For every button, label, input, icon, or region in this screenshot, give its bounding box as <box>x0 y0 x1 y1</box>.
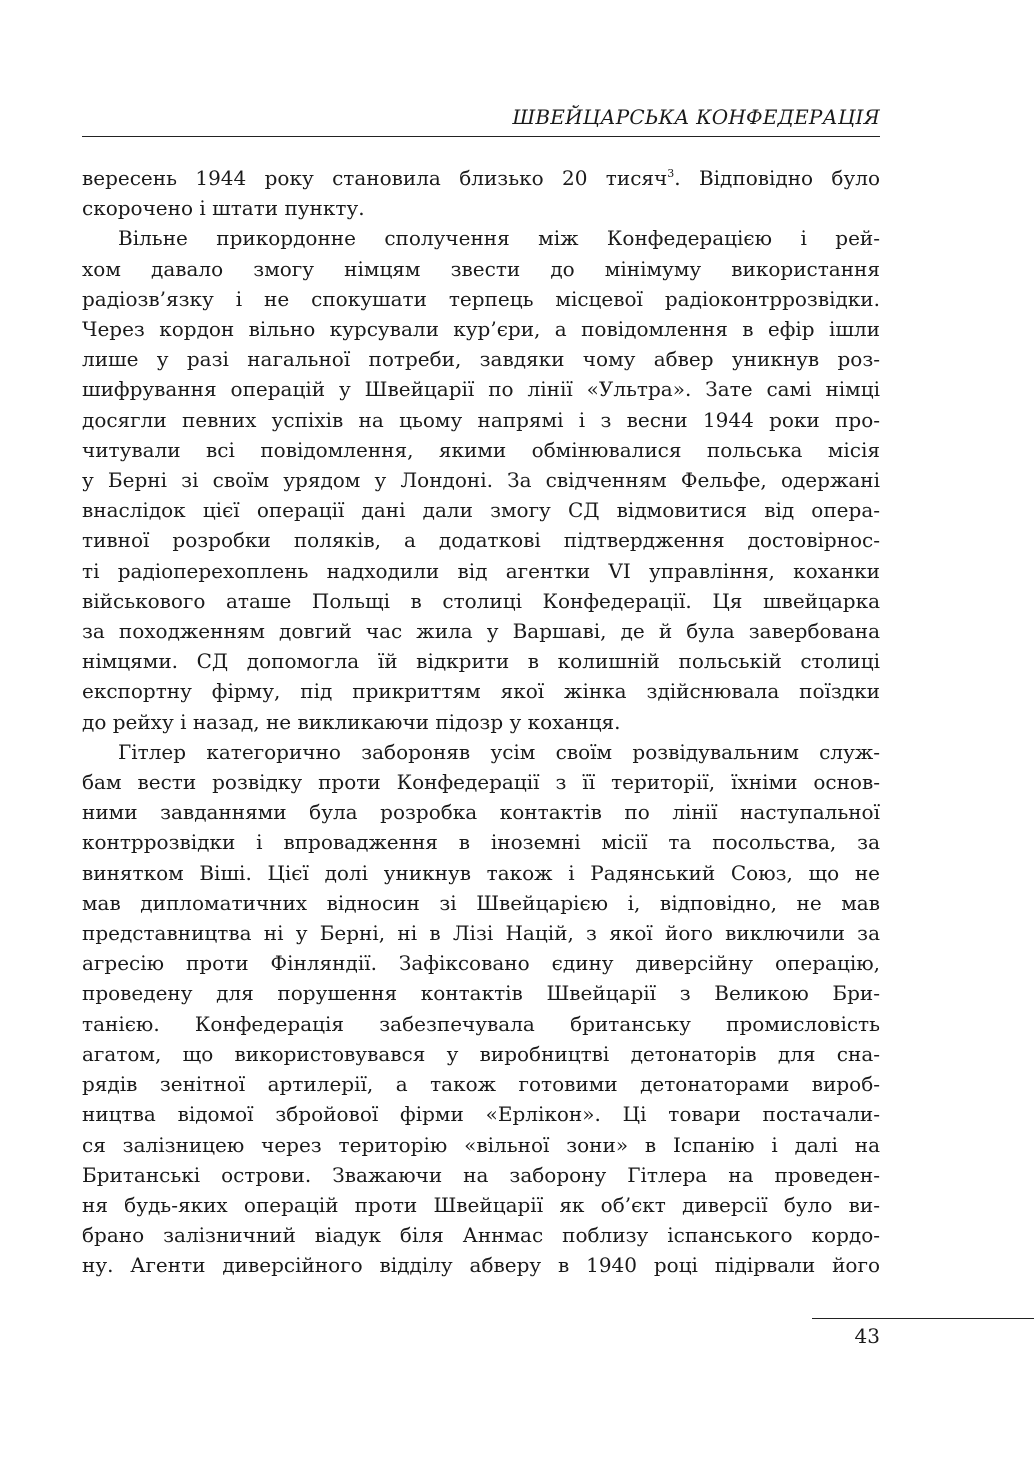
paragraph-3-line-6: мав дипломатичних відносин зі Швейцарією і, відповідно, не мав <box>82 890 880 915</box>
paragraph-3-line-7: представництва ні у Берні, ні в Лізі Націй, з якої його виключили за <box>82 921 880 946</box>
paragraph-1 <box>82 163 880 223</box>
paragraph-3-line-2: бам вести розвідку проти Конфедерації з її території, їхніми основ- <box>82 770 880 795</box>
body-text <box>82 163 880 1281</box>
paragraph-2-line-8: читували всі повідомлення, якими обмінювалися польська місія <box>82 437 880 462</box>
header-divider <box>82 136 880 137</box>
paragraph-3-line-4: контррозвідки і впровадження в іноземні місії та посольства, за <box>82 830 880 855</box>
paragraph-3 <box>82 737 880 1281</box>
paragraph-2-line-14: за походженням довгий час жила у Варшаві, де й була завербована <box>82 619 880 644</box>
running-header-title: ШВЕЙЦАРСЬКА КОНФЕДЕРАЦІЯ <box>512 105 880 129</box>
paragraph-1-line-2: скорочено і штати пункту. <box>82 196 365 221</box>
paragraph-3-line-15: Британські острови. Зважаючи на заборону Гітлера на проведен- <box>82 1162 880 1187</box>
paragraph-3-line-12: рядів зенітної артилерії, а також готовими детонаторами вироб- <box>82 1072 880 1097</box>
paragraph-3-line-14: ся залізницею через територію «вільної зони» в Іспанію і далі на <box>82 1132 880 1157</box>
paragraph-1-text: вересень 1944 року становила близько 20 тисяч <box>82 166 668 190</box>
paragraph-3-line-18: ну. Агенти диверсійного відділу абверу в 1940 році підірвали його <box>82 1253 880 1278</box>
paragraph-1-line-1 <box>82 163 880 193</box>
page-number: 43 <box>854 1324 880 1348</box>
paragraph-3-line-8: агресію проти Фінляндії. Зафіксовано єдину диверсійну операцію, <box>82 951 880 976</box>
paragraph-3-line-13: ництва відомої збройової фірми «Ерлікон». Ці товари постачали- <box>82 1102 880 1127</box>
paragraph-1-text-continued: . Відповідно було <box>674 166 880 190</box>
paragraph-2-line-12: ті радіоперехоплень надходили від агентки VI управління, коханки <box>82 558 880 583</box>
paragraph-3-line-1: Гітлер категорично забороняв усім своїм розвідувальним служ- <box>118 739 880 764</box>
paragraph-3-line-3: ними завданнями була розробка контактів по лінії наступальної <box>82 800 880 825</box>
paragraph-2-line-16: експортну фірму, під прикриттям якої жінка здійснювала поїздки <box>82 679 880 704</box>
paragraph-2-line-13: військового аташе Польщі в столиці Конфедерації. Ця швейцарка <box>82 588 880 613</box>
paragraph-2-line-5: лише у разі нагальної потреби, завдяки чому абвер уникнув роз- <box>82 347 880 372</box>
paragraph-2-line-11: тивної розробки поляків, а додаткові підтвердження достовірнос- <box>82 528 880 553</box>
paragraph-2-line-3: радіозв’язку і не спокушати терпець місцевої радіоконтррозвідки. <box>82 286 880 311</box>
paragraph-3-line-10: танією. Конфедерація забезпечувала британську промисловість <box>82 1011 880 1036</box>
paragraph-2-line-7: досягли певних успіхів на цьому напрямі і з весни 1944 роки про- <box>82 407 880 432</box>
paragraph-2-line-2: хом давало змогу німцям звести до мінімуму використання <box>82 256 880 281</box>
paragraph-2 <box>82 223 880 736</box>
paragraph-3-line-11: агатом, що використовувався у виробництві детонаторів для сна- <box>82 1041 880 1066</box>
footnote-reference: 3 <box>667 167 675 180</box>
paragraph-2-line-4: Через кордон вільно курсували кур’єри, а повідомлення в ефір ішли <box>82 317 880 342</box>
paragraph-3-line-5: винятком Віші. Цієї долі уникнув також і Радянський Союз, що не <box>82 860 880 885</box>
paragraph-2-line-10: внаслідок цієї операції дані дали змогу СД відмовитися від опера- <box>82 498 880 523</box>
footer-divider <box>812 1318 1034 1319</box>
paragraph-3-line-17: брано залізничний віадук біля Аннмас поблизу іспанського кордо- <box>82 1223 880 1248</box>
paragraph-2-line-15: німцями. СД допомогла їй відкрити в колишній польській столиці <box>82 649 880 674</box>
paragraph-2-line-1: Вільне прикордонне сполучення між Конфедерацією і рей- <box>118 226 880 251</box>
paragraph-3-line-9: проведену для порушення контактів Швейцарії з Великою Бри- <box>82 981 880 1006</box>
paragraph-2-line-17: до рейху і назад, не викликаючи підозр у коханця. <box>82 709 621 734</box>
paragraph-2-line-6: шифрування операцій у Швейцарії по лінії «Ультра». Зате самі німці <box>82 377 880 402</box>
paragraph-2-line-9: у Берні зі своїм урядом у Лондоні. За свідченням Фельфе, одержані <box>82 468 880 493</box>
paragraph-3-line-16: ня будь-яких операцій проти Швейцарії як об’єкт диверсії було ви- <box>82 1192 880 1217</box>
